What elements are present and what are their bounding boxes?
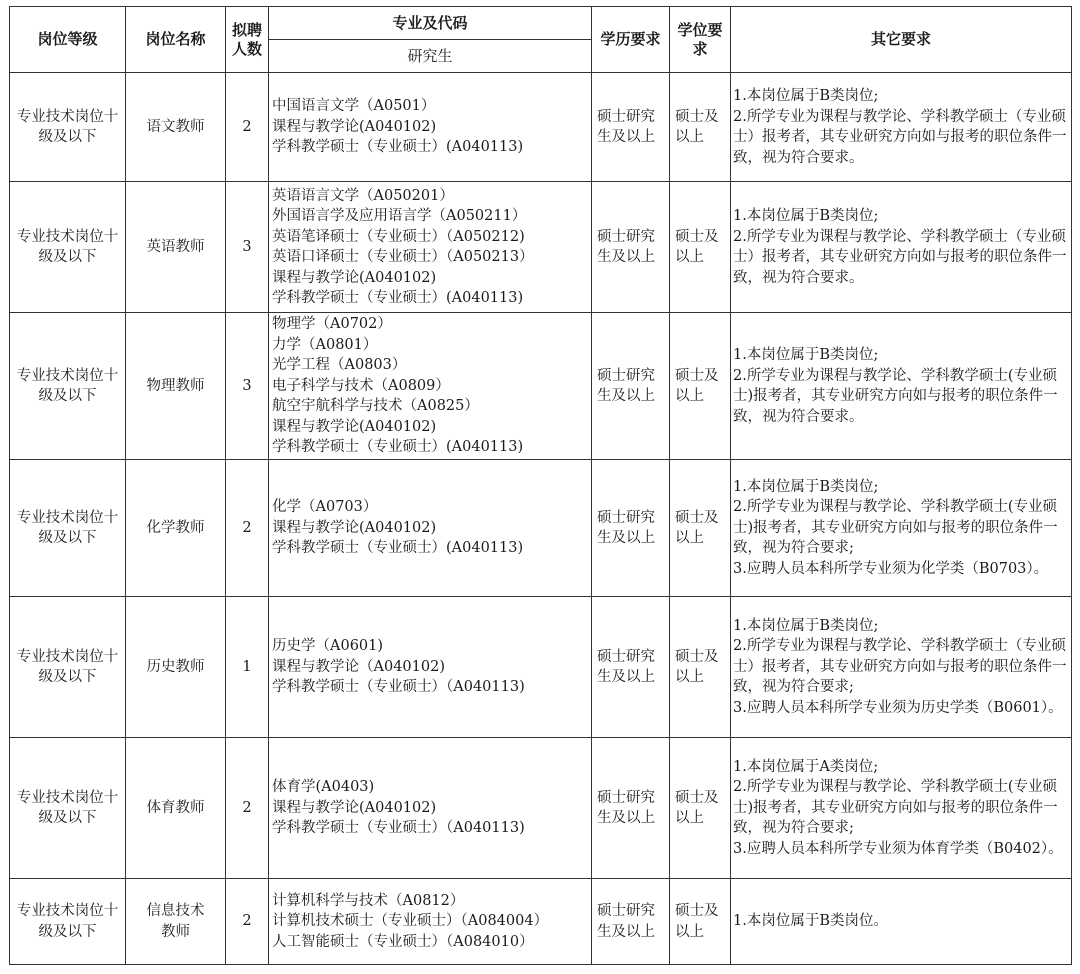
cell-level: 专业技术岗位十级及以下 — [10, 313, 126, 460]
major-item: 物理学（A0702） — [272, 316, 392, 333]
requirement-item: 2.所学专业为课程与教学论、学科教学硕士(专业硕士)报考者，其专业研究方向如与报考的职位条件一致，视为符合要求。 — [733, 367, 1058, 425]
cell-other — [731, 460, 1072, 597]
cell-degree: 硕士及以上 — [670, 73, 731, 182]
cell-name: 信息技术教师 — [126, 879, 226, 965]
requirement-item: 3.应聘人员本科所学专业须为体育学类（B0402）。 — [733, 840, 1063, 857]
requirement-item: 2.所学专业为课程与教学论、学科教学硕士（专业硕士）报考者，其专业研究方向如与报考的职位条件一致，视为符合要求。 — [733, 228, 1067, 286]
cell-other — [731, 73, 1072, 182]
cell-other — [731, 313, 1072, 460]
header-degree: 学位要求 — [670, 7, 731, 73]
header-education: 学历要求 — [592, 7, 670, 73]
table-body — [10, 73, 1072, 965]
requirement-item: 3.应聘人员本科所学专业须为化学类（B0703）。 — [733, 560, 1049, 577]
major-item: 课程与教学论(A040102) — [272, 269, 437, 286]
cell-count: 3 — [226, 182, 269, 313]
table-row — [10, 879, 1072, 965]
requirement-item: 1.本岗位属于B类岗位; — [733, 347, 879, 363]
cell-level: 专业技术岗位十级及以下 — [10, 460, 126, 597]
major-item: 学科教学硕士（专业硕士）（A040113) — [272, 820, 525, 837]
header-count: 拟聘人数 — [226, 7, 269, 73]
major-item: 课程与教学论(A040102) — [272, 519, 437, 536]
cell-count: 2 — [226, 73, 269, 182]
requirement-item: 1.本岗位属于B类岗位; — [733, 88, 879, 104]
cell-education: 硕士研究生及以上 — [592, 738, 670, 879]
cell-level: 专业技术岗位十级及以下 — [10, 879, 126, 965]
cell-level: 专业技术岗位十级及以下 — [10, 73, 126, 182]
requirement-item: 2.所学专业为课程与教学论、学科教学硕士(专业硕士)报考者，其专业研究方向如与报考的职位条件一致，视为符合要求; — [733, 499, 1058, 557]
cell-education: 硕士研究生及以上 — [592, 182, 670, 313]
cell-level: 专业技术岗位十级及以下 — [10, 738, 126, 879]
major-item: 英语语言文学（A050201） — [272, 187, 454, 204]
major-item: 航空宇航科学与技术（A0825） — [272, 398, 479, 415]
table-row — [10, 738, 1072, 879]
cell-level: 专业技术岗位十级及以下 — [10, 182, 126, 313]
header-other: 其它要求 — [731, 7, 1072, 73]
cell-education: 硕士研究生及以上 — [592, 460, 670, 597]
header-name: 岗位名称 — [126, 7, 226, 73]
table-row — [10, 73, 1072, 182]
major-item: 外国语言学及应用语言学（A050211） — [272, 208, 527, 224]
header-major-sub: 研究生 — [269, 40, 592, 73]
major-item: 英语笔译硕士（专业硕士）（A050212) — [272, 228, 525, 245]
cell-education: 硕士研究生及以上 — [592, 879, 670, 965]
major-item: 化学（A0703） — [272, 499, 378, 516]
cell-name: 历史教师 — [126, 597, 226, 738]
cell-count: 2 — [226, 879, 269, 965]
cell-education: 硕士研究生及以上 — [592, 73, 670, 182]
header-major-group: 专业及代码 — [269, 7, 592, 40]
table-row — [10, 313, 1072, 460]
cell-other — [731, 182, 1072, 313]
cell-education: 硕士研究生及以上 — [592, 597, 670, 738]
cell-count: 2 — [226, 738, 269, 879]
table-row — [10, 460, 1072, 597]
major-item: 课程与教学论(A040102) — [272, 799, 437, 816]
cell-degree: 硕士及以上 — [670, 313, 731, 460]
cell-count: 2 — [226, 460, 269, 597]
cell-majors — [269, 182, 592, 313]
major-item: 学科教学硕士（专业硕士）(A040113) — [272, 139, 524, 156]
cell-name: 体育教师 — [126, 738, 226, 879]
cell-other — [731, 738, 1072, 879]
cell-name: 英语教师 — [126, 182, 226, 313]
major-item: 学科教学硕士（专业硕士）(A040113) — [272, 540, 524, 557]
requirement-item: 1.本岗位属于B类岗位; — [733, 617, 879, 634]
cell-count: 3 — [226, 313, 269, 460]
major-item: 计算机技术硕士（专业硕士）（A084004） — [272, 913, 549, 930]
cell-name: 语文教师 — [126, 73, 226, 182]
job-positions-table — [9, 6, 1072, 965]
cell-name: 化学教师 — [126, 460, 226, 597]
requirement-item: 1.本岗位属于B类岗位。 — [733, 913, 888, 930]
major-item: 人工智能硕士（专业硕士）（A084010） — [272, 933, 534, 950]
cell-degree: 硕士及以上 — [670, 879, 731, 965]
cell-degree: 硕士及以上 — [670, 182, 731, 313]
requirement-item: 3.应聘人员本科所学专业须为历史学类（B0601）。 — [733, 699, 1063, 716]
major-item: 光学工程（A0803） — [272, 357, 407, 374]
requirement-item: 2.所学专业为课程与教学论、学科教学硕士（专业硕士）报考者，其专业研究方向如与报考的职位条件一致，视为符合要求。 — [733, 108, 1067, 166]
major-item: 计算机科学与技术（A0812） — [272, 892, 465, 909]
major-item: 体育学(A0403) — [272, 779, 375, 796]
cell-education: 硕士研究生及以上 — [592, 313, 670, 460]
cell-majors — [269, 313, 592, 460]
major-item: 英语口译硕士（专业硕士）（A050213） — [272, 249, 534, 265]
cell-count: 1 — [226, 597, 269, 738]
major-item: 电子科学与技术（A0809） — [272, 377, 450, 394]
cell-degree: 硕士及以上 — [670, 738, 731, 879]
cell-name: 物理教师 — [126, 313, 226, 460]
table-row — [10, 597, 1072, 738]
cell-majors — [269, 460, 592, 597]
cell-other — [731, 597, 1072, 738]
requirement-item: 1.本岗位属于B类岗位; — [733, 208, 879, 224]
cell-majors — [269, 73, 592, 182]
requirement-item: 1.本岗位属于A类岗位; — [733, 758, 879, 775]
major-item: 学科教学硕士（专业硕士）（A040113) — [272, 679, 525, 696]
requirement-item: 2.所学专业为课程与教学论、学科教学硕士(专业硕士)报考者，其专业研究方向如与报考的职位条件一致，视为符合要求; — [733, 779, 1058, 837]
cell-degree: 硕士及以上 — [670, 460, 731, 597]
major-item: 力学（A0801） — [272, 336, 378, 353]
major-item: 课程与教学论（A040102) — [272, 658, 445, 675]
requirement-item: 2.所学专业为课程与教学论、学科教学硕士（专业硕士）报考者，其专业研究方向如与报考的职位条件一致，视为符合要求; — [733, 638, 1067, 696]
requirement-item: 1.本岗位属于B类岗位; — [733, 478, 879, 495]
major-item: 学科教学硕士（专业硕士）(A040113) — [272, 439, 524, 456]
cell-majors — [269, 879, 592, 965]
major-item: 课程与教学论(A040102) — [272, 418, 437, 435]
cell-majors — [269, 738, 592, 879]
major-item: 历史学（A0601) — [272, 638, 384, 655]
cell-level: 专业技术岗位十级及以下 — [10, 597, 126, 738]
major-item: 中国语言文学（A0501） — [272, 98, 436, 115]
cell-majors — [269, 597, 592, 738]
table-row — [10, 182, 1072, 313]
cell-degree: 硕士及以上 — [670, 597, 731, 738]
major-item: 学科教学硕士（专业硕士）(A040113) — [272, 290, 524, 306]
header-level: 岗位等级 — [10, 7, 126, 73]
major-item: 课程与教学论(A040102) — [272, 118, 437, 135]
cell-other — [731, 879, 1072, 965]
